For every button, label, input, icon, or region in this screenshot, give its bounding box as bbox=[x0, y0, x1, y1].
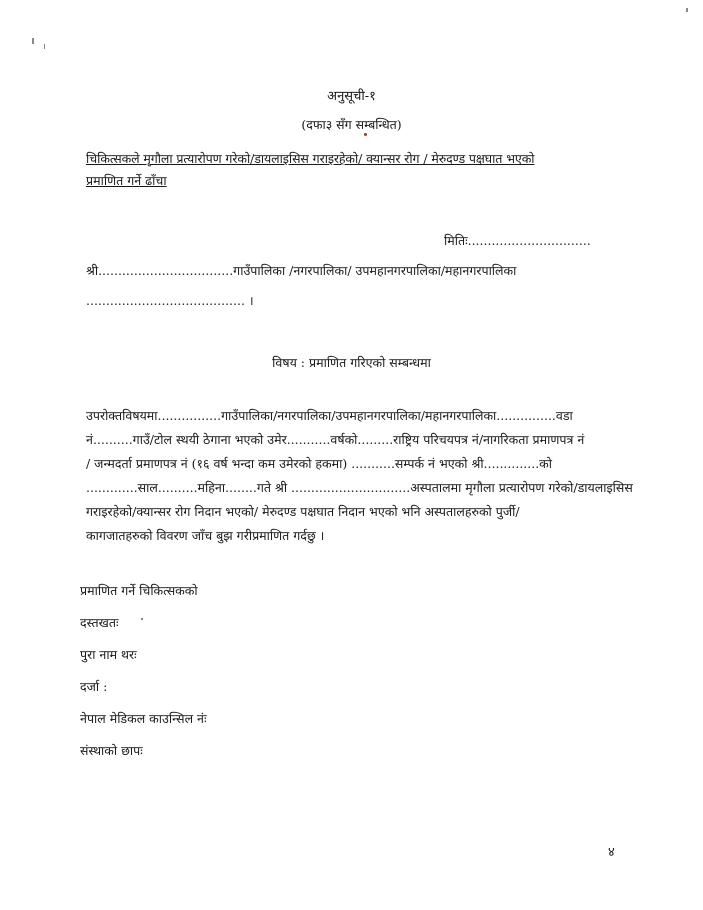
schedule-title: अनुसूची-१ bbox=[327, 89, 376, 104]
recipient-address-line2: ........................................ । bbox=[86, 293, 254, 308]
body-line: उपरोक्तविषयमा................गाउँपालिका/नगरपालिका/उपमहानगरपालिका/महानगरपालिका...............वडा bbox=[86, 408, 573, 423]
page-number: ४ bbox=[608, 845, 615, 860]
scan-speck bbox=[686, 8, 688, 12]
body-line: गराइरहेको/क्यान्सर रोग निदान भएको/ मेरुदण्ड पक्षघात निदान भएको भनि अस्पतालहरुको पुर्जी/ bbox=[86, 504, 520, 519]
fullname-label: पुरा नाम थरः bbox=[80, 647, 137, 662]
scan-speck bbox=[32, 38, 34, 44]
body-line: कागजातहरुको विवरण जाँच बुझ गरीप्रमाणित गर्दछु । bbox=[86, 528, 325, 543]
body-paragraph bbox=[86, 404, 631, 548]
body-line: नं..........गाउँ/टोल स्थयी ठेगाना भएको उमेर...........वर्षको.........राष्ट्रिय परिचयपत्र नं/नागरिकता प्रमाणपत्र नं bbox=[86, 432, 585, 447]
nmc-number-label: नेपाल मेडिकल काउन्सिल नंः bbox=[80, 711, 207, 726]
signature-label: दस्तखतः bbox=[80, 615, 119, 630]
date-line: मितिः............................... bbox=[444, 233, 591, 248]
subject-line: विषय : प्रमाणित गरिएको सम्बन्धमा bbox=[272, 355, 431, 370]
rank-label: दर्जा : bbox=[80, 679, 108, 694]
body-line: / जन्मदर्ता प्रमाणपत्र नं (१६ वर्ष भन्दा कम उमेरको हकमा) ...........सम्पर्क नं भएको श्री..............को bbox=[86, 456, 553, 471]
institution-stamp-label: संस्थाको छापः bbox=[80, 743, 143, 758]
certifier-heading: प्रमाणित गर्ने चिकित्सकको bbox=[80, 583, 198, 598]
scan-speck bbox=[44, 44, 45, 49]
recipient-address-line1: श्री..................................गाउँपालिका /नगरपालिका/ उपमहानगरपालिका/महानगरपालिका bbox=[86, 263, 517, 278]
section-reference: (दफा३ सँग सम्बन्धित) bbox=[301, 117, 402, 132]
form-heading-line2: प्रमाणित गर्ने ढाँचा bbox=[86, 173, 167, 188]
ink-dot bbox=[364, 133, 367, 136]
form-heading-line1: चिकित्सकले मृगौला प्रत्यारोपण गरेको/डायलाइसिस गराइरहेको/ क्यान्सर रोग / मेरुदण्ड पक्षघात भएको bbox=[86, 151, 535, 166]
scan-speck bbox=[141, 618, 143, 620]
body-line: .............साल..........महिना........गते श्री ..............................अस्पतालमा मृगौला प्रत्यारोपण गरेको/डायलाइसिस bbox=[86, 480, 633, 495]
